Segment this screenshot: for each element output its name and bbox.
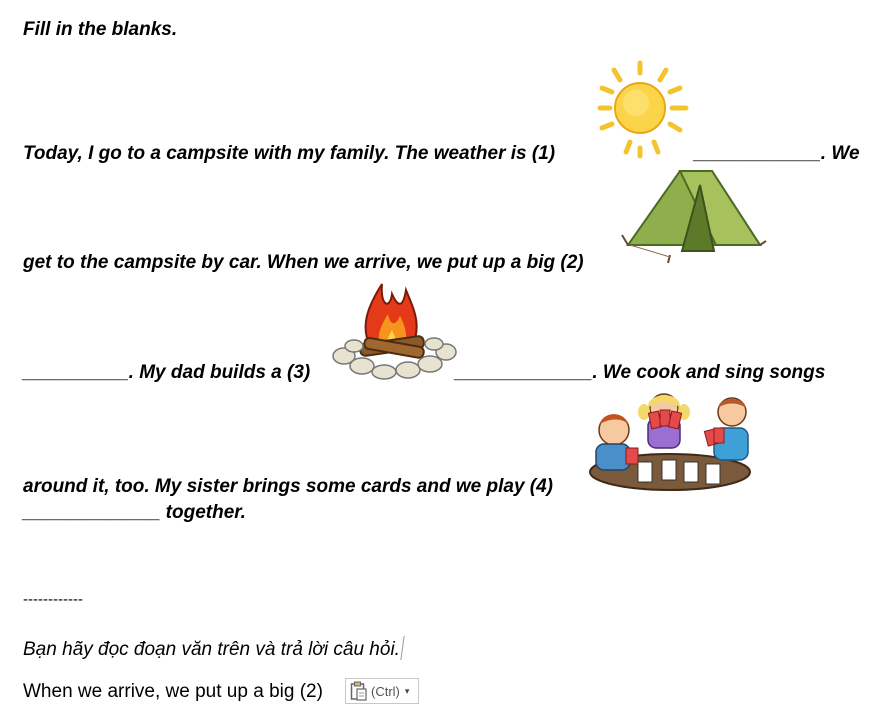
question-prompt-text: Bạn hãy đọc đoạn văn trên và trả lời câu hỏi.: [23, 639, 400, 660]
passage-line-3-tail: _____________. We cook and sing songs: [455, 362, 826, 383]
instruction-heading: Fill in the blanks.: [23, 19, 178, 40]
clipboard-icon: [350, 681, 368, 701]
paste-options-label: (Ctrl): [371, 683, 400, 699]
passage-line-3: __________. My dad builds a (3): [23, 362, 311, 383]
tent-icon: [620, 165, 772, 269]
passage-line-5: _____________ together.: [23, 502, 246, 523]
question-prompt: [23, 636, 403, 661]
passage-line-1: Today, I go to a campsite with my family. The weather is (1): [23, 143, 556, 164]
passage-line-1-tail: ____________. We: [694, 143, 860, 164]
chevron-down-icon: ▾: [404, 685, 410, 696]
answer-line[interactable]: When we arrive, we put up a big (2): [23, 681, 323, 702]
sun-icon: [592, 58, 696, 162]
passage-line-4: around it, too. My sister brings some cards and we play (4): [23, 476, 554, 497]
separator: ------------: [23, 591, 83, 608]
kids-playing-cards-icon: [586, 388, 754, 494]
passage-line-2: get to the campsite by car. When we arrive, we put up a big (2): [23, 252, 584, 273]
paste-options-button[interactable]: [345, 678, 419, 704]
campfire-icon: [330, 276, 458, 380]
text-cursor: [400, 636, 404, 660]
